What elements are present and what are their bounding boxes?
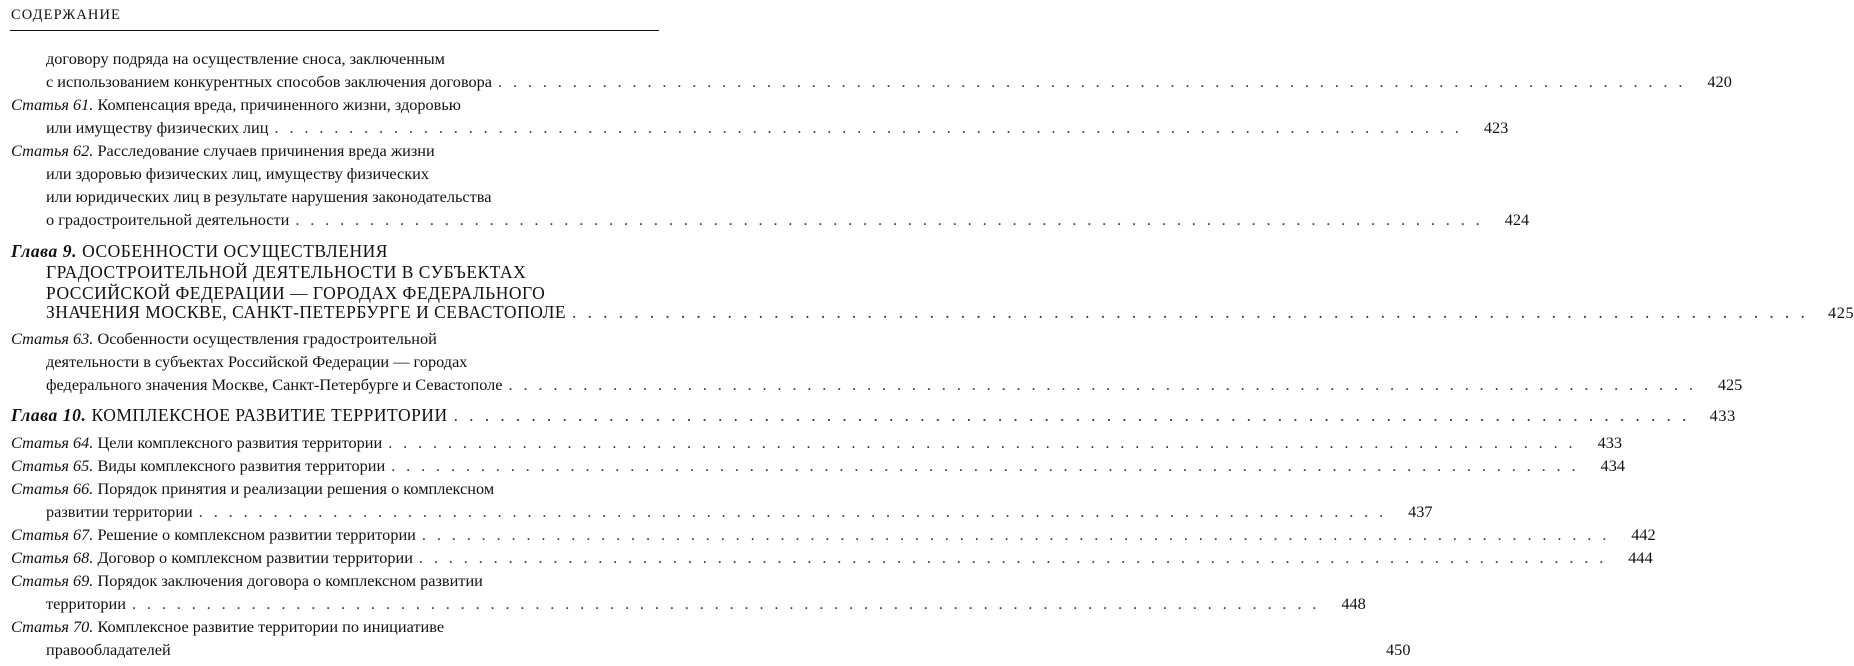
toc-chapter-9-line-3: РОССИЙСКОЙ ФЕДЕРАЦИИ — ГОРОДАХ ФЕДЕРАЛЬНОГО	[46, 283, 546, 303]
toc-chapter-9-line-4[interactable]: ЗНАЧЕНИЯ МОСКВЕ, САНКТ-ПЕТЕРБУРГЕ И СЕВАСТОПОЛЕ . . . . . . . . . . . . . . . . . . . . . . . . . . . . . . . . . . . . . . . . . . . . . . . . . . . . . . . . . . . . . . . . . . . . . . . . . . . . . . . . 425	[46, 302, 1854, 322]
toc-chapter-10[interactable]: Глава 10. КОМПЛЕКСНОЕ РАЗВИТИЕ ТЕРРИТОРИИ . . . . . . . . . . . . . . . . . . . . . . . . . . . . . . . . . . . . . . . . . . . . . . . . . . . . . . . . . . . . . . . . . . . . . . . . . . . . . . . . 433	[11, 405, 1736, 425]
entry-label: Статья 69.	[11, 571, 94, 590]
toc-entry-70-line-1[interactable]: Статья 70. Комплексное развитие территории по инициативе	[11, 617, 445, 636]
toc-entry-62-line-4[interactable]: о градостроительной деятельности . . . . . . . . . . . . . . . . . . . . . . . . . . . . . . . . . . . . . . . . . . . . . . . . . . . . . . . . . . . . . . . . . . . . . . . . . . . . . . . . 424	[46, 210, 1530, 229]
toc-entry-66-line-1[interactable]: Статья 66. Порядок принятия и реализации решения о комплексном	[11, 479, 495, 498]
leader-dots: . . . . . . . . . . . . . . . . . . . . . . . . . . . . . . . . . . . . . . . . . . . . . . . . . . . . . . . . . . . . . . . . . . . . . . . . . . . . . . . .	[391, 456, 1579, 475]
toc-entry-61-line-2[interactable]: или имуществу физических лиц . . . . . . . . . . . . . . . . . . . . . . . . . . . . . . . . . . . . . . . . . . . . . . . . . . . . . . . . . . . . . . . . . . . . . . . . . . . . . . . . 423	[46, 118, 1509, 137]
page-number: 444	[1628, 548, 1653, 567]
toc-entry-63-line-2: деятельности в субъектах Российской Федерации — городах	[46, 352, 468, 371]
entry-label: Статья 68.	[11, 548, 94, 567]
page-number: 433	[1709, 406, 1736, 425]
entry-label: Статья 67.	[11, 525, 94, 544]
leader-dots: . . . . . . . . . . . . . . . . . . . . . . . . . . . . . . . . . . . . . . . . . . . . . . . . . . . . . . . . . . . . . . . . . . . . . . . . . . . . . . . .	[388, 433, 1576, 452]
toc-entry-65[interactable]: Статья 65. Виды комплексного развития территории . . . . . . . . . . . . . . . . . . . . . . . . . . . . . . . . . . . . . . . . . . . . . . . . . . . . . . . . . . . . . . . . . . . . . . . . . . . . . . . . 434	[11, 456, 1625, 475]
toc-entry-62-line-2: или здоровью физических лиц, имуществу физических	[46, 164, 430, 183]
page-header-title: СОДЕРЖАНИЕ	[11, 7, 121, 23]
toc-entry-67[interactable]: Статья 67. Решение о комплексном развитии территории . . . . . . . . . . . . . . . . . . . . . . . . . . . . . . . . . . . . . . . . . . . . . . . . . . . . . . . . . . . . . . . . . . . . . . . . . . . . . . . . 442	[11, 525, 1656, 544]
toc-entry-62-line-1[interactable]: Статья 62. Расследование случаев причинения вреда жизни	[11, 141, 435, 160]
toc-entry-69-line-2[interactable]: территории . . . . . . . . . . . . . . . . . . . . . . . . . . . . . . . . . . . . . . . . . . . . . . . . . . . . . . . . . . . . . . . . . . . . . . . . . . . . . . . . 448	[46, 594, 1366, 613]
chapter-label: Глава 9.	[11, 241, 78, 261]
leader-dots: . . . . . . . . . . . . . . . . . . . . . . . . . . . . . . . . . . . . . . . . . . . . . . . . . . . . . . . . . . . . . . . . . . . . . . . . . . . . . . . .	[131, 594, 1320, 613]
chapter-label: Глава 10.	[11, 405, 87, 425]
page-number: 425	[1828, 303, 1854, 322]
page-number: 437	[1408, 502, 1433, 521]
page-number: 420	[1707, 72, 1732, 91]
toc-chapter-9-line-1[interactable]: Глава 9. ОСОБЕННОСТИ ОСУЩЕСТВЛЕНИЯ	[11, 241, 388, 261]
toc-entry-69-line-1[interactable]: Статья 69. Порядок заключения договора о комплексном развитии	[11, 571, 483, 590]
page-number: 424	[1504, 210, 1530, 229]
toc-entry-63-line-1[interactable]: Статья 63. Особенности осуществления градостроительной	[11, 329, 437, 348]
toc-chapter-9-line-2: ГРАДОСТРОИТЕЛЬНОЙ ДЕЯТЕЛЬНОСТИ В СУБЪЕКТАХ	[46, 262, 527, 282]
page-number: 423	[1483, 118, 1509, 137]
leader-dots: . . . . . . . . . . . . . . . . . . . . . . . . . . . . . . . . . . . . . . . . . . . . . . . . . . . . . . . . . . . . . . . . . . . . . . . . . . . . . . . .	[418, 548, 1607, 567]
toc-entry-66-line-2[interactable]: развитии территории . . . . . . . . . . . . . . . . . . . . . . . . . . . . . . . . . . . . . . . . . . . . . . . . . . . . . . . . . . . . . . . . . . . . . . . . . . . . . . . . 437	[46, 502, 1433, 521]
page-number: 450	[1386, 640, 1411, 659]
entry-label: Статья 66.	[11, 479, 94, 498]
entry-label: Статья 62.	[11, 141, 94, 160]
leader-dots: . . . . . . . . . . . . . . . . . . . . . . . . . . . . . . . . . . . . . . . . . . . . . . . . . . . . . . . . . . . . . . . . . . . . . . . . . . . . . . . .	[198, 502, 1387, 521]
toc-entry-70-line-2[interactable]: правообладателей 450	[46, 640, 1411, 659]
toc-entry-60-line-2[interactable]: с использованием конкурентных способов заключения договора . . . . . . . . . . . . . . . . . . . . . . . . . . . . . . . . . . . . . . . . . . . . . . . . . . . . . . . . . . . . . . . . . . . . . . . . . . . . . . . . 420	[46, 72, 1732, 91]
entry-label: Статья 64.	[11, 433, 94, 452]
leader-dots: . . . . . . . . . . . . . . . . . . . . . . . . . . . . . . . . . . . . . . . . . . . . . . . . . . . . . . . . . . . . . . . . . . . . . . . . . . . . . . . .	[498, 72, 1686, 91]
page-number: 448	[1341, 594, 1366, 613]
toc-entry-62-line-3: или юридических лиц в результате нарушения законодательства	[46, 187, 492, 206]
leader-dots: . . . . . . . . . . . . . . . . . . . . . . . . . . . . . . . . . . . . . . . . . . . . . . . . . . . . . . . . . . . . . . . . . . . . . . . . . . . . . . . .	[421, 525, 1610, 544]
header-rule	[10, 30, 659, 31]
entry-label: Статья 63.	[11, 329, 94, 348]
leader-dots: . . . . . . . . . . . . . . . . . . . . . . . . . . . . . . . . . . . . . . . . . . . . . . . . . . . . . . . . . . . . . . . . . . . . . . . . . . . . . . . .	[295, 210, 1484, 229]
entry-label: Статья 70.	[11, 617, 94, 636]
page-number: 442	[1631, 525, 1656, 544]
leader-dots: . . . . . . . . . . . . . . . . . . . . . . . . . . . . . . . . . . . . . . . . . . . . . . . . . . . . . . . . . . . . . . . . . . . . . . . . . . . . . . . .	[453, 405, 1690, 425]
page-number: 425	[1717, 375, 1743, 394]
page-number: 433	[1597, 433, 1622, 452]
toc-entry-61-line-1[interactable]: Статья 61. Компенсация вреда, причиненного жизни, здоровью	[11, 95, 461, 114]
page-number: 434	[1600, 456, 1625, 475]
toc-entry-63-line-3[interactable]: федерального значения Москве, Санкт-Петербурге и Севастополе . . . . . . . . . . . . . . . . . . . . . . . . . . . . . . . . . . . . . . . . . . . . . . . . . . . . . . . . . . . . . . . . . . . . . . . . . . . . . . . . 425	[46, 375, 1743, 394]
leader-dots: . . . . . . . . . . . . . . . . . . . . . . . . . . . . . . . . . . . . . . . . . . . . . . . . . . . . . . . . . . . . . . . . . . . . . . . . . . . . . . . .	[508, 375, 1697, 394]
toc-entry-60-line-1: договору подряда на осуществление сноса, заключенным	[46, 49, 445, 68]
toc-entry-64[interactable]: Статья 64. Цели комплексного развития территории . . . . . . . . . . . . . . . . . . . . . . . . . . . . . . . . . . . . . . . . . . . . . . . . . . . . . . . . . . . . . . . . . . . . . . . . . . . . . . . . 433	[11, 433, 1622, 452]
leader-dots: . . . . . . . . . . . . . . . . . . . . . . . . . . . . . . . . . . . . . . . . . . . . . . . . . . . . . . . . . . . . . . . . . . . . . . . . . . . . . . . .	[572, 302, 1809, 322]
toc-entry-68[interactable]: Статья 68. Договор о комплексном развитии территории . . . . . . . . . . . . . . . . . . . . . . . . . . . . . . . . . . . . . . . . . . . . . . . . . . . . . . . . . . . . . . . . . . . . . . . . . . . . . . . . 444	[11, 548, 1653, 567]
leader-dots: . . . . . . . . . . . . . . . . . . . . . . . . . . . . . . . . . . . . . . . . . . . . . . . . . . . . . . . . . . . . . . . . . . . . . . . . . . . . . . . .	[274, 118, 1463, 137]
entry-label: Статья 65.	[11, 456, 94, 475]
entry-label: Статья 61.	[11, 95, 94, 114]
